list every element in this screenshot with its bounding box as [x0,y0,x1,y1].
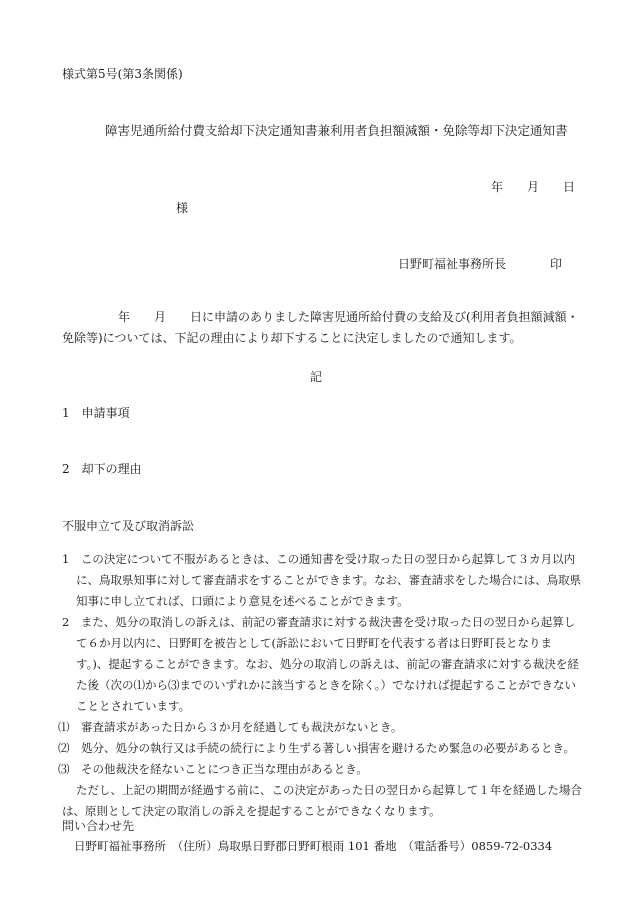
recipient-suffix: 様 [176,201,189,215]
form-label: 様式第5号(第3条関係) [62,67,183,81]
appeal-sub-1: ⑴ 審査請求があった日から３か月を経過しても裁決がないとき。 [58,720,403,734]
item-application: 1 申請事項 [62,406,130,420]
item-reason: 2 却下の理由 [62,462,142,476]
appeal-sub-2: ⑵ 処分、処分の執行又は手続の続行により生ずる著しい損害を避けるため緊急の必要があるとき。 [58,741,576,755]
appeal-para-1: 1 この決定について不服があるときは、この通知書を受け取った日の翌日から起算して３カ月以内に、鳥取県知事に対して審査請求をすることができます。なお、審査請求をした場合には、鳥取県知事に申し立てれば、口頭により意見を述べることができます。 [62,552,582,608]
seal-mark: 印 [550,257,563,271]
ki-marker: 記 [310,370,323,384]
contact-line: 日野町福祉事務所 （住所）鳥取県日野郡日野町根雨 101 番地 （電話番号）0859-72-0334 [74,839,553,853]
appeal-sub-3: ⑶ その他裁決を経ないことにつき正当な理由があるとき。 [58,762,368,776]
issuer-name: 日野町福祉事務所長 [398,257,507,271]
appeal-heading: 不服申立て及び取消訴訟 [62,519,195,533]
date-line: 年 月 日 [491,180,576,194]
appeal-para-2: 2 また、処分の取消しの訴えは、前記の審査請求に対する裁決書を受け取った日の翌日から起算して６か月以内に、日野町を被告として(訴訟において日野町を代表する者は日野町長となります。)、提起することができます。なお、処分の取消しの訴えは、前記の審査請求に対する裁決を経た後（次の⑴から⑶までのいずれかに該当するときを除く。）でなければ提起することができないこととされています。 [62,615,579,713]
body-text: 年 月 日に申請のありました障害児通所給付費の支給及び(利用者負担額減額・免除等)については、下記の理由により却下することに決定しましたので通知します。 [62,310,579,345]
appeal-section [58,549,582,822]
document-title: 障害児通所給付費支給却下決定通知書兼利用者負担額減額・免除等却下決定通知書 [105,123,568,138]
appeal-note: ただし、上記の期間が経過する前に、この決定があった日の翌日から起算して１年を経過した場合は、原則として決定の取消しの訴えを提起することができなくなります。 [62,783,582,818]
contact-heading: 問い合わせ先 [62,819,135,833]
